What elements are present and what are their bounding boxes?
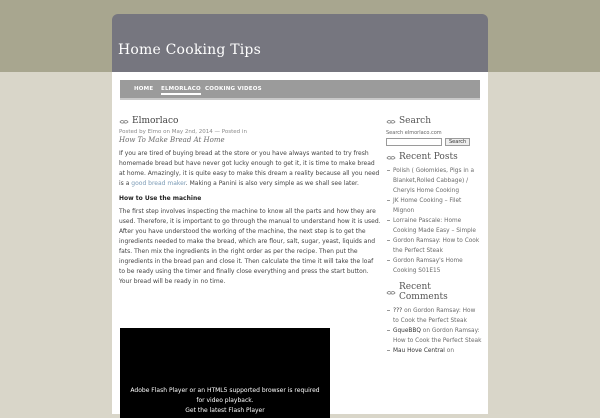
post-title-text[interactable]: Elmorlaco: [132, 116, 179, 126]
search-widget-title: [386, 116, 482, 126]
intro-text-after: . Making a Panini is also very simple as we shall see later.: [185, 180, 359, 187]
section-heading: How to Use the machine: [119, 195, 202, 202]
comment-on: on: [420, 328, 432, 334]
post-title: [119, 116, 381, 126]
site-header: [112, 14, 488, 72]
recent-posts-title-text: Recent Posts: [399, 152, 458, 162]
get-flash-link[interactable]: Get the latest Flash Player: [185, 407, 265, 414]
comment-author: ???: [393, 308, 403, 314]
comment-on: on: [444, 348, 455, 354]
recent-comment-item: [386, 346, 482, 356]
recent-posts-list: [386, 166, 482, 276]
video-message-line-1: Adobe Flash Player or an HTML5 supported browser is required: [130, 387, 320, 394]
video-message-line-2: for video playback.: [196, 397, 254, 404]
ornament-icon: [119, 118, 129, 125]
recent-comments-title-text: Recent Comments: [399, 282, 448, 302]
sidebar: [386, 116, 482, 356]
ornament-icon: [386, 118, 396, 125]
search-button[interactable]: Search: [445, 138, 470, 146]
bread-maker-link[interactable]: good bread maker: [131, 180, 186, 187]
recent-post-link[interactable]: Polish ( Gołomkies, Pigs in a Blanket,Rolled Cabbage) / Cheryls Home Cooking: [386, 166, 482, 196]
comment-on: on: [402, 308, 414, 314]
recent-comment-item: [386, 306, 482, 326]
comment-post-link[interactable]: Gordon Ramsay: How to Cook the Perfect Steak: [393, 328, 482, 344]
post-meta: Posted by Elmo on May 2nd, 2014 — Posted in: [119, 129, 247, 135]
recent-post-link[interactable]: Lorraine Pascale: Home Cooking Made Easy – Simple: [386, 216, 482, 236]
page-wrapper: [112, 14, 488, 414]
recent-post-link[interactable]: JK Home Cooking – Filet Mignon: [386, 196, 482, 216]
nav-item-elmorlaco[interactable]: ELMORLACO: [161, 86, 201, 95]
intro-text-before: If you are tired of buying bread at the store or you have always wanted to try fresh homemade bread but have never got lucky enough to get it, it is time to make bread at home. Amazingly, it is quite easy to make this dream a reality because all you need is a: [119, 150, 380, 187]
comment-post-link[interactable]: Gordon Ramsay: How to Cook the Perfect Steak: [393, 308, 476, 324]
search-input[interactable]: [386, 138, 442, 146]
page-body: [112, 72, 488, 414]
video-message: [120, 386, 330, 416]
recent-posts-title: [386, 152, 482, 162]
post-subtitle: How To Make Bread At Home: [119, 136, 225, 144]
search-title-text: Search: [399, 116, 431, 126]
video-player[interactable]: [120, 328, 330, 418]
search-label: Search elmorlaco.com: [386, 130, 442, 136]
site-title[interactable]: Home Cooking Tips: [118, 42, 261, 58]
ornament-icon: [386, 289, 396, 296]
main-nav: [120, 80, 480, 100]
search-row: [386, 138, 482, 146]
comment-author: GqueBBQ: [393, 328, 421, 334]
intro-paragraph: [119, 149, 381, 189]
recent-comments-list: [386, 306, 482, 356]
nav-item-home[interactable]: HOME: [134, 86, 154, 92]
nav-item-cooking-videos[interactable]: COOKING VIDEOS: [205, 86, 262, 92]
comment-author: Mau Hove Central: [393, 348, 445, 354]
recent-comments-title: [386, 282, 482, 302]
recent-post-link[interactable]: Gordon Ramsay's Home Cooking S01E15: [386, 256, 482, 276]
recent-comment-item: [386, 326, 482, 346]
body-paragraph: The first step involves inspecting the machine to know all the parts and how they are used. Therefore, it is important to go through the manual to understand how it is used. After you have understood the working of the machine, the next step is to get the ingredients needed to make the bread, which are flour, salt, sugar, yeast, liquids and fats. Then mix the ingredients in the right order as per the recipe. Then put the ingredients in the bread pan and close it. Then calculate the time it will take the loaf to be ready using the timer and finally close everything and press the start button. Your bread will be ready in no time.: [119, 208, 381, 285]
ornament-icon: [386, 154, 396, 161]
main-content: [119, 116, 381, 287]
recent-post-link[interactable]: Gordon Ramsay: How to Cook the Perfect Steak: [386, 236, 482, 256]
